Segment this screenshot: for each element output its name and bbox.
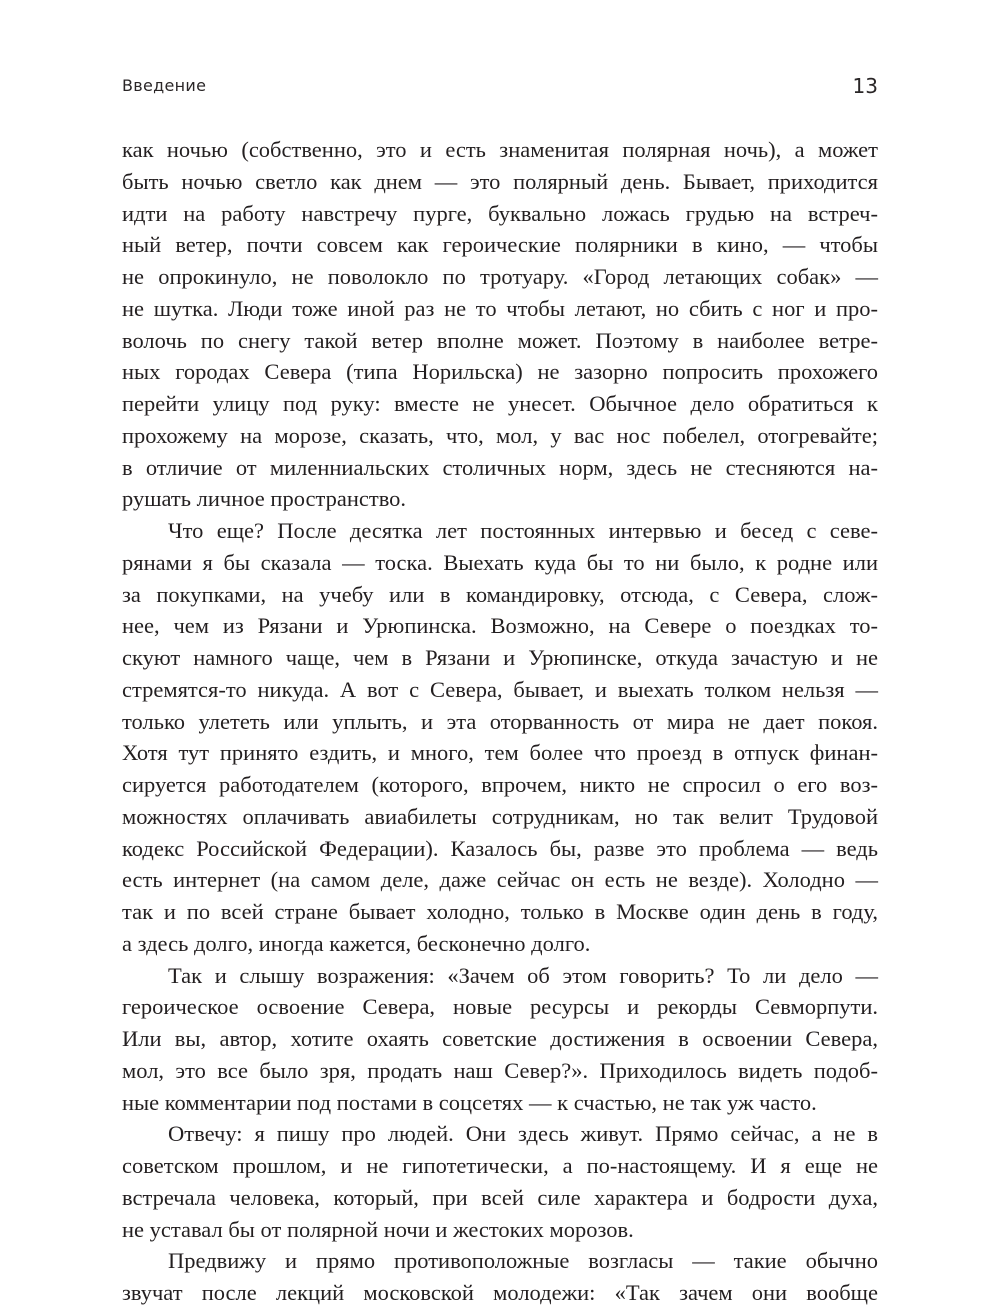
text-line: в отличие от миленниальских столичных норм, здесь не стесняются на- bbox=[122, 454, 878, 480]
text-line: рянами я бы сказала — тоска. Выехать куда бы то ни было, к родне или bbox=[122, 549, 878, 575]
running-head-section-title: Введение bbox=[122, 76, 207, 95]
text-line: встречала человека, который, при всей силе характера и бодрости духа, bbox=[122, 1184, 878, 1210]
text-line: быть ночью светло как днем — это полярный день. Бывает, приходится bbox=[122, 168, 878, 194]
text-line: Отвечу: я пишу про людей. Они здесь живут. Прямо сейчас, а не в bbox=[168, 1121, 878, 1147]
text-line: а здесь долго, иногда кажется, бесконечно долго. bbox=[122, 930, 591, 956]
text-line: можностях оплачивать авиабилеты сотрудникам, но так велит Трудовой bbox=[122, 803, 878, 829]
text-line: не шутка. Люди тоже иной раз не то чтобы летают, но сбить с ног и про- bbox=[122, 295, 878, 321]
text-line: не опрокинуло, не поволокло по тротуару. «Город летающих собак» — bbox=[122, 264, 878, 289]
text-line: Хотя тут принято ездить, и много, тем более что проезд в отпуск финан- bbox=[122, 740, 878, 766]
text-line: героическое освоение Севера, новые ресурсы и рекорды Севморпути. bbox=[122, 994, 878, 1020]
text-line: есть интернет (на самом деле, даже сейчас он есть не везде). Холодно — bbox=[122, 867, 878, 893]
text-line: мол, это все было зря, продать наш Север?». Приходилось видеть подоб- bbox=[122, 1057, 878, 1083]
text-line: не уставал бы от полярной ночи и жестоких морозов. bbox=[122, 1216, 634, 1242]
text-line: Что еще? После десятка лет постоянных интервью и бесед с севе- bbox=[168, 518, 878, 543]
page-number: 13 bbox=[852, 74, 878, 98]
text-line: ные комментарии под постами в соцсетях — к счастью, не так уж часто. bbox=[122, 1089, 817, 1115]
text-line: только улететь или уплыть, и эта оторванность от мира не дает покоя. bbox=[122, 708, 878, 734]
text-line: волочь по снегу такой ветер вполне может. Поэтому в наиболее ветре- bbox=[122, 327, 878, 353]
text-line: ных городах Севера (типа Норильска) не зазорно попросить прохожего bbox=[122, 359, 878, 385]
text-line: так и по всей стране бывает холодно, только в Москве один день в году, bbox=[122, 899, 878, 924]
text-line: Предвижу и прямо противоположные возгласы — такие обычно bbox=[168, 1248, 878, 1274]
text-line: за покупками, на учебу или в командировку, отсюда, с Севера, слож- bbox=[122, 581, 878, 607]
text-line: как ночью (собственно, это и есть знаменитая полярная ночь), а может bbox=[122, 137, 878, 162]
text-line: Или вы, автор, хотите охаять советские достижения в освоении Севера, bbox=[122, 1026, 878, 1051]
text-line: звучат после лекций московской молодежи: «Так зачем они вообще bbox=[122, 1280, 878, 1305]
text-line: сируется работодателем (которого, впрочем, никто не спросил о его воз- bbox=[122, 772, 878, 797]
text-line: стремятся-то никуда. А вот с Севера, бывает, и выехать толком нельзя — bbox=[122, 676, 878, 702]
body-text bbox=[122, 134, 878, 1309]
text-line: перейти улицу под руку: вместе не унесет. Обычное дело обратиться к bbox=[122, 391, 878, 416]
text-line: рушать личное пространство. bbox=[122, 486, 407, 512]
paragraph bbox=[122, 1118, 878, 1245]
text-line: советском прошлом, и не гипотетически, а по-настоящему. И я еще не bbox=[122, 1153, 878, 1178]
text-line: идти на работу навстречу пурге, буквально ложась грудью на встреч- bbox=[122, 200, 878, 226]
paragraph bbox=[122, 1245, 878, 1309]
text-line: прохожему на морозе, сказать, что, мол, у вас нос побелел, отогревайте; bbox=[122, 422, 878, 448]
paragraph bbox=[122, 960, 878, 1119]
text-line: нее, чем из Рязани и Урюпинска. Возможно, на Севере о поездках то- bbox=[122, 613, 878, 639]
text-line: Так и слышу возражения: «Зачем об этом говорить? То ли дело — bbox=[168, 962, 878, 988]
text-line: скуют намного чаще, чем в Рязани и Урюпинске, откуда зачастую и не bbox=[122, 645, 878, 670]
text-line: ный ветер, почти совсем как героические полярники в кино, — чтобы bbox=[122, 232, 878, 258]
paragraph bbox=[122, 515, 878, 960]
paragraph bbox=[122, 134, 878, 515]
text-line: кодекс Российской Федерации). Казалось бы, разве это проблема — ведь bbox=[122, 835, 878, 861]
